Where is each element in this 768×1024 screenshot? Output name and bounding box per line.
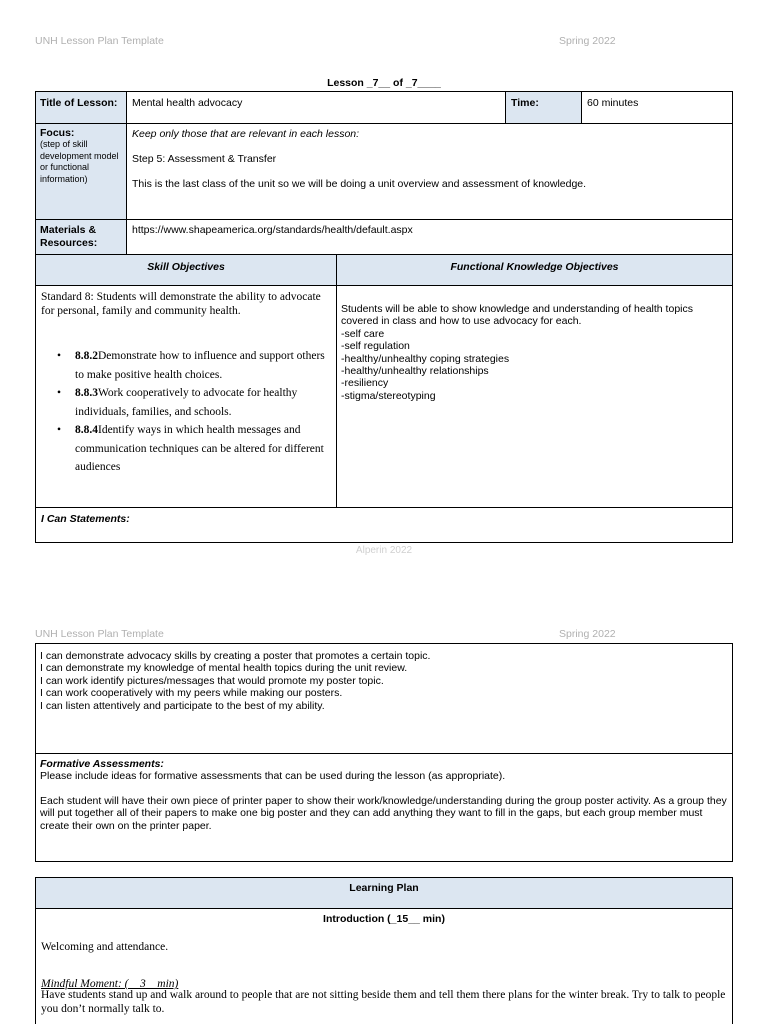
objective-code: 8.8.3 [75,387,98,399]
page-header-right: Spring 2022 [559,35,616,47]
time-label: Time: [511,97,539,109]
functional-intro: Students will be able to show knowledge and understanding of health topics covered in class and how to use advocacy for each. [341,303,693,328]
materials-label-cell [35,219,127,255]
title-label-cell [35,91,127,124]
time-label-cell [505,91,582,124]
introduction-cell [35,908,733,1024]
time-value-cell [581,91,733,124]
objective-text: Demonstrate how to influence and support others to make positive health choices. [75,350,325,381]
focus-sublabel: (step of skill development model or functional information) [40,139,119,184]
skill-objectives-header: Skill Objectives [147,261,225,273]
materials-link[interactable]: https://www.shapeamerica.org/standards/health/default.aspx [132,224,413,236]
objective-text: Work cooperatively to advocate for healthy individuals, families, and schools. [75,387,298,418]
title-value-cell [126,91,506,124]
learning-plan-header-cell [35,877,733,909]
i-can-label: I Can Statements: [41,513,130,525]
focus-note: Keep only those that are relevant in each lesson: [132,128,360,140]
i-can-statements-cell [35,507,733,543]
functional-item: -resiliency [341,377,389,390]
formative-description: Each student will have their own piece of printer paper to show their work/knowledge/understanding during the group poster activity. As a group they will put together all of their papers to make one big poster and they can add anything they want to fill in the gaps, but each group member must create their own on the printer paper. [40,794,727,832]
focus-description: This is the last class of the unit so we will be doing a unit overview and assessment of knowledge. [132,178,587,190]
mindful-moment-label: Mindful Moment: (__3__min) [41,978,179,990]
learning-plan-header: Learning Plan [349,882,419,894]
materials-label: Materials & Resources: [40,224,98,249]
formative-instructions: Please include ideas for formative assessments that can be used during the lesson (as appropriate). [40,770,506,783]
lesson-number: Lesson _7__ of _7____ [327,77,441,89]
objective-item [39,384,335,421]
formative-assessments-cell [35,753,733,862]
objective-code: 8.8.4 [75,424,98,436]
time-value: 60 minutes [587,97,639,109]
objective-text: Identify ways in which health messages and communication techniques can be altered for different audiences [75,424,324,473]
focus-label: Focus: [40,127,75,139]
standard-text: Standard 8: Students will demonstrate the ability to advocate for personal, family and community health. [41,291,321,317]
functional-item: -stigma/stereotyping [341,389,436,402]
functional-objectives-cell [336,285,733,508]
objective-item [39,421,335,477]
mindful-moment-text: Have students stand up and walk around to people that are not sitting beside them and tell them there plans for the winter break. Try to talk to people you don’t normally talk to. [41,989,726,1015]
page-header-right: Spring 2022 [559,628,616,640]
page-header-left: UNH Lesson Plan Template [35,628,164,640]
title-label: Title of Lesson: [40,97,118,109]
materials-value-cell [126,219,733,255]
functional-item: -self regulation [341,340,410,353]
skill-objectives-header-cell [35,254,337,286]
functional-objectives-header-cell [336,254,733,286]
objective-code: 8.8.2 [75,350,98,362]
objective-item [39,347,335,384]
skill-objectives-cell [35,285,337,508]
i-can-statements-continued [35,643,733,754]
i-can-item: I can listen attentively and participate to the best of my ability. [40,699,325,712]
functional-objectives-header: Functional Knowledge Objectives [450,261,619,273]
functional-item: -healthy/unhealthy coping strategies [341,352,510,365]
formative-label: Formative Assessments: [40,758,164,770]
page-header-left: UNH Lesson Plan Template [35,35,164,47]
i-can-item: I can demonstrate my knowledge of mental health topics during the unit review. [40,662,408,675]
lesson-title: Mental health advocacy [132,97,243,109]
focus-label-cell [35,123,127,220]
page-footer: Alperin 2022 [355,545,413,556]
focus-step: Step 5: Assessment & Transfer [132,153,277,165]
focus-value-cell [126,123,733,220]
i-can-item: I can work identify pictures/messages that would promote my poster topic. [40,674,384,687]
i-can-item: I can demonstrate advocacy skills by creating a poster that promotes a certain topic. [40,650,431,662]
functional-item: -self care [341,327,385,340]
introduction-heading: Introduction (_15__ min) [323,913,445,925]
welcome-text: Welcoming and attendance. [41,941,169,953]
functional-item: -healthy/unhealthy relationships [341,365,489,378]
i-can-item: I can work cooperatively with my peers while making our posters. [40,687,343,700]
